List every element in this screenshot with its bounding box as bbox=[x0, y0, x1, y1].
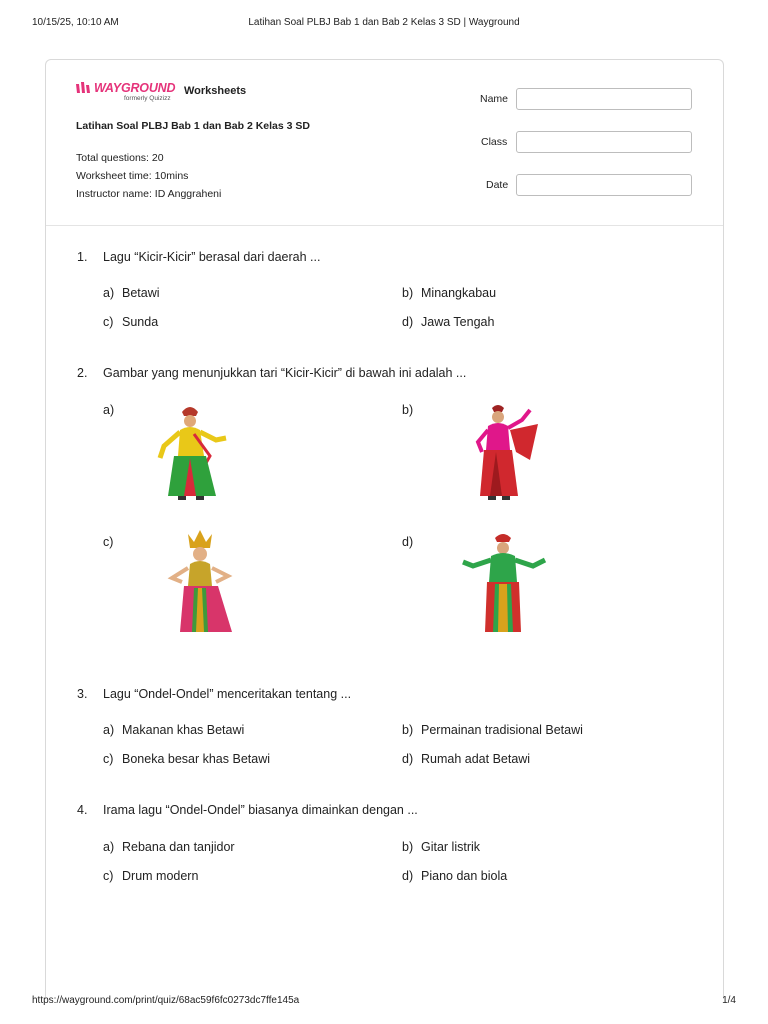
option-letter: c) bbox=[103, 752, 114, 766]
worksheet-page bbox=[45, 59, 724, 999]
option-letter: a) bbox=[103, 286, 115, 300]
wayground-logo bbox=[76, 81, 180, 103]
question-number: 3. bbox=[77, 687, 88, 701]
class-field[interactable] bbox=[516, 131, 692, 153]
option-text: Drum modern bbox=[122, 869, 199, 883]
question-number: 2. bbox=[77, 366, 88, 380]
option-letter: b) bbox=[402, 286, 414, 300]
option-text: Piano dan biola bbox=[421, 869, 508, 883]
option-b[interactable] bbox=[402, 286, 496, 300]
option-b[interactable] bbox=[402, 723, 583, 737]
worksheet-header bbox=[46, 60, 723, 226]
option-text: Permainan tradisional Betawi bbox=[421, 723, 583, 737]
dancer-pink-red-icon bbox=[460, 400, 550, 505]
option-a[interactable] bbox=[103, 723, 244, 737]
option-c[interactable] bbox=[103, 315, 158, 329]
option-letter: d) bbox=[402, 315, 414, 329]
option-d[interactable] bbox=[402, 869, 507, 883]
option-c-letter: c) bbox=[103, 535, 114, 549]
dancer-green-red-icon bbox=[455, 528, 555, 640]
total-questions: Total questions: 20 bbox=[76, 152, 164, 164]
option-text: Minangkabau bbox=[421, 286, 497, 300]
option-d-letter: d) bbox=[402, 535, 414, 549]
logo-subtitle: formerly Quizizz bbox=[124, 95, 171, 102]
instructor-name: Instructor name: ID Anggraheni bbox=[76, 188, 222, 200]
class-label: Class bbox=[481, 136, 508, 148]
option-c-image[interactable] bbox=[158, 528, 248, 640]
option-a-image[interactable] bbox=[150, 400, 250, 505]
option-b-image[interactable] bbox=[460, 400, 550, 505]
question-text: Irama lagu “Ondel-Ondel” biasanya dimainkan dengan ... bbox=[103, 803, 418, 817]
option-letter: c) bbox=[103, 315, 114, 329]
question-text: Gambar yang menunjukkan tari “Kicir-Kicir” di bawah ini adalah ... bbox=[103, 366, 467, 380]
dancer-balinese-icon bbox=[158, 528, 248, 640]
option-letter: a) bbox=[103, 723, 115, 737]
question-number: 1. bbox=[77, 250, 88, 264]
option-letter: b) bbox=[402, 840, 414, 854]
option-d[interactable] bbox=[402, 315, 494, 329]
worksheet-time: Worksheet time: 10mins bbox=[76, 170, 189, 182]
print-datetime: 10/15/25, 10:10 AM bbox=[32, 17, 119, 28]
worksheet-title: Latihan Soal PLBJ Bab 1 dan Bab 2 Kelas 3 SD bbox=[76, 120, 310, 132]
option-c[interactable] bbox=[103, 869, 198, 883]
option-text: Rebana dan tanjidor bbox=[122, 840, 235, 854]
option-letter: a) bbox=[103, 840, 115, 854]
option-text: Gitar listrik bbox=[421, 840, 481, 854]
dancer-yellow-green-icon bbox=[150, 400, 250, 505]
option-b[interactable] bbox=[402, 840, 480, 854]
option-a[interactable] bbox=[103, 840, 235, 854]
logo-wordmark: WAYGROUND bbox=[94, 81, 176, 95]
option-text: Makanan khas Betawi bbox=[122, 723, 245, 737]
option-text: Sunda bbox=[122, 315, 159, 329]
print-footer bbox=[0, 995, 768, 1009]
option-text: Jawa Tengah bbox=[421, 315, 495, 329]
option-letter: b) bbox=[402, 723, 414, 737]
option-letter: d) bbox=[402, 869, 414, 883]
date-label: Date bbox=[486, 179, 509, 191]
question-text: Lagu “Ondel-Ondel” menceritakan tentang ... bbox=[103, 687, 352, 701]
option-letter: d) bbox=[402, 752, 414, 766]
option-a-letter: a) bbox=[103, 403, 115, 417]
wayground-mark-icon bbox=[76, 82, 92, 94]
option-letter: c) bbox=[103, 869, 114, 883]
print-header bbox=[0, 17, 768, 31]
option-text: Rumah adat Betawi bbox=[421, 752, 531, 766]
print-url: https://wayground.com/print/quiz/68ac59f6fc0273dc7ffe145a bbox=[32, 995, 300, 1006]
page-number: 1/4 bbox=[722, 995, 736, 1006]
option-text: Betawi bbox=[122, 286, 160, 300]
worksheets-label: Worksheets bbox=[184, 85, 247, 97]
option-a[interactable] bbox=[103, 286, 160, 300]
question-text: Lagu “Kicir-Kicir” berasal dari daerah ... bbox=[103, 250, 321, 264]
option-text: Boneka besar khas Betawi bbox=[122, 752, 271, 766]
name-field[interactable] bbox=[516, 88, 692, 110]
option-b-letter: b) bbox=[402, 403, 414, 417]
date-field[interactable] bbox=[516, 174, 692, 196]
print-title: Latihan Soal PLBJ Bab 1 dan Bab 2 Kelas 3 SD | Wayground bbox=[248, 17, 520, 28]
option-d[interactable] bbox=[402, 752, 530, 766]
question-number: 4. bbox=[77, 803, 88, 817]
option-c[interactable] bbox=[103, 752, 270, 766]
name-label: Name bbox=[480, 93, 509, 105]
option-d-image[interactable] bbox=[455, 528, 555, 640]
